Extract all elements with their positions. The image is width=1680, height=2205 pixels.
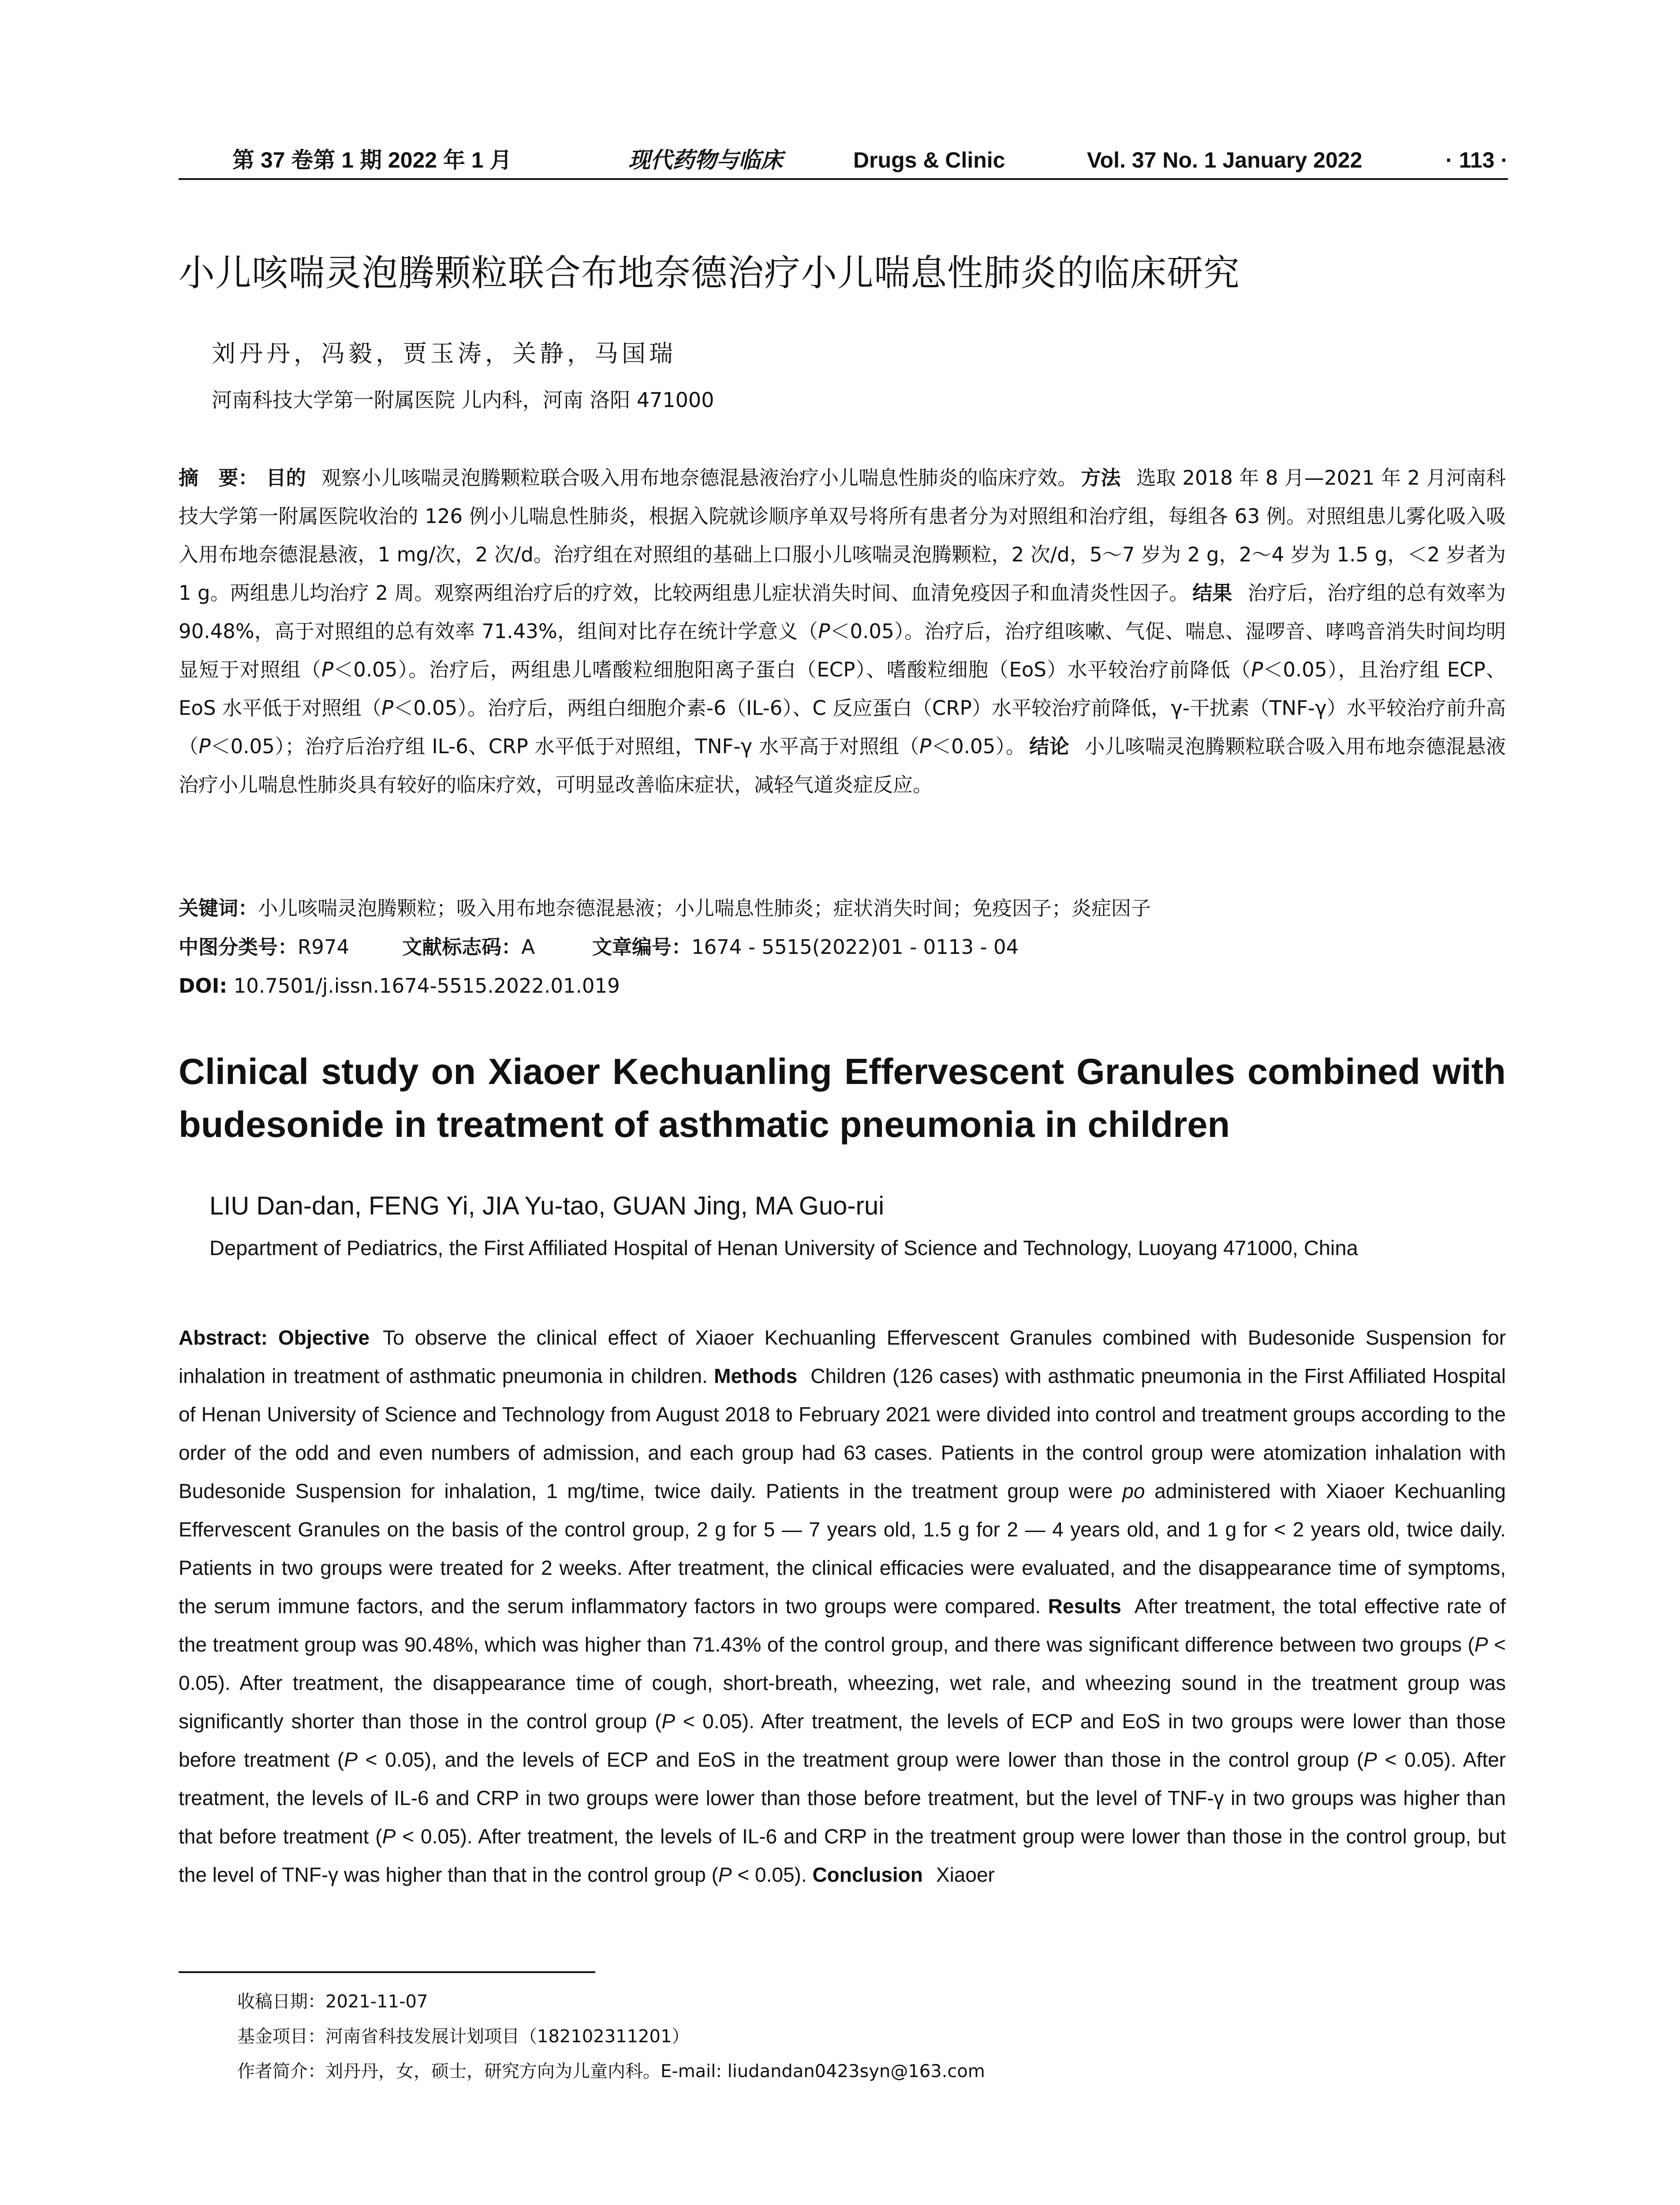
results-cn-text-7: ＜0.05）。 — [931, 735, 1026, 758]
p-value-symbol: P — [321, 658, 334, 681]
doc-code-label: 文献标志码： — [402, 935, 522, 959]
results-cn-text-1: 治疗后，治疗组的总有效率为 90.48%，高于对照组的总有效率 71.43%，组间对比存在统计学意义（ — [179, 581, 1506, 643]
clc-label: 中图分类号： — [179, 935, 298, 959]
results-en-text-7: < 0.05). — [732, 1863, 807, 1886]
p-value-symbol: P — [382, 1825, 396, 1848]
affiliation-en: Department of Pediatrics, the First Affiliated Hospital of Henan University of Science and Technology, Luoyang 471000, China — [209, 1236, 1358, 1259]
methods-en-text-1: Children (126 cases) with asthmatic pneumonia in the First Affiliated Hospital of Henan University of Science and Technology from August 2018 to February 2021 were divided into control and treatment groups according to the order of the odd and even numbers of admission, and each group had 63 cases. Patients in the control group were atomization inhalation with Budesonide Suspension for inhalation, 1 mg/time, twice daily. Patients in the treatment group were — [179, 1364, 1506, 1502]
objective-en-text: To observe the clinical effect of Xiaoer Kechuanling Effervescent Granules combined with Budesonide Suspension for inhalation in treatment of asthmatic pneumonia in children. — [179, 1326, 1506, 1387]
methods-cn-text: 选取 2018 年 8 月—2021 年 2 月河南科技大学第一附属医院收治的 126 例小儿喘息性肺炎，根据入院就诊顺序单双号将所有患者分为对照组和治疗组，每组各 63 例。对照组患儿雾化吸入吸入用布地奈德混悬液，1 mg/次，2 次/d。治疗组在对照组的基础上口服小儿咳喘灵泡腾颗粒，2 次/d，5～7 岁为 2 g，2～4 岁为 1.5 g，＜2 岁者为 1 g。两组患儿均治疗 2 周。观察两组治疗后的疗效，比较两组患儿症状消失时间、血清免疫因子和血清炎性因子。 — [179, 466, 1506, 605]
abstract-en-label: Abstract: Objective — [179, 1326, 370, 1349]
footnote-author-bio: 作者简介：刘丹丹，女，硕士，研究方向为儿童内科。E-mail: liudandan0423syn@163.com — [237, 2061, 985, 2082]
keywords-cn-text: 小儿咳喘灵泡腾颗粒；吸入用布地奈德混悬液；小儿喘息性肺炎；症状消失时间；免疫因子；炎症因子 — [258, 897, 1151, 920]
p-value-symbol: P — [1474, 1633, 1488, 1656]
header-issue-cn: 第 37 卷第 1 期 2022 年 1 月 — [232, 148, 512, 172]
affiliation-cn: 河南科技大学第一附属医院 儿内科，河南 洛阳 471000 — [212, 388, 714, 412]
methods-en-text-2: administered with Xiaoer Kechuanling Effervescent Granules on the basis of the control group, 2 g for 5 — 7 years old, 1.5 g for 2 — 4 years old, and 1 g for < 2 years old, twice daily. Patients in two groups were treated for 2 weeks. After treatment, the clinical efficacies were evaluated, and the disappearance time of symptoms, the serum immune factors, and the serum inflammatory factors in two groups were compared. — [179, 1480, 1506, 1618]
results-en-text-4: < 0.05), and the levels of ECP and EoS in the treatment group were lower than those in the control group ( — [358, 1748, 1364, 1771]
p-value-symbol: P — [1251, 658, 1263, 681]
results-cn-text-3: ＜0.05）。治疗后，两组患儿嗜酸粒细胞阳离子蛋白（ECP）、嗜酸粒细胞（EoS）水平较治疗前降低（ — [333, 658, 1251, 681]
authors-cn: 刘丹丹，冯毅，贾玉涛，关静，马国瑞 — [212, 340, 676, 367]
footnote-divider — [179, 1971, 595, 1973]
keywords-cn — [179, 889, 1506, 928]
doc-code-value: A — [521, 935, 535, 959]
objective-cn-label: 目的 — [266, 466, 306, 490]
article-title-cn: 小儿咳喘灵泡腾颗粒联合布地奈德治疗小儿喘息性肺炎的临床研究 — [179, 252, 1240, 294]
abstract-cn — [179, 459, 1506, 804]
conclusion-en-text: Xiaoer — [936, 1863, 995, 1886]
results-en-text-1: After treatment, the total effective rate of the treatment group was 90.48%, which was higher than 71.43% of the control group, and there was significant difference between two groups ( — [179, 1595, 1506, 1656]
methods-en-label: Methods — [714, 1364, 798, 1387]
header-journal-en: Drugs & Clinic — [853, 148, 1005, 172]
doi-label: DOI: — [179, 974, 228, 998]
classification-line — [179, 928, 1506, 967]
p-value-symbol: P — [198, 735, 211, 758]
results-en-text-6: < 0.05). After treatment, the levels of IL-6 and CRP in the treatment group were lower than those in the control group, but the level of TNF-γ was higher than that in the control group ( — [179, 1825, 1506, 1886]
p-value-symbol: P — [344, 1748, 358, 1771]
article-title-en: Clinical study on Xiaoer Kechuanling Effervescent Granules combined with budesonide in treatment of asthmatic pneumonia in children — [179, 1051, 1506, 1145]
abstract-en — [179, 1319, 1506, 1894]
p-value-symbol: P — [818, 620, 830, 643]
authors-en: LIU Dan-dan, FENG Yi, JIA Yu-tao, GUAN Jing, MA Guo-rui — [209, 1192, 885, 1220]
header-journal-cn: 现代药物与临床 — [628, 147, 783, 173]
article-number-value: 1674 - 5515(2022)01 - 0113 - 04 — [691, 935, 1019, 959]
po-abbrev: po — [1122, 1480, 1145, 1502]
clc-value: R974 — [298, 935, 350, 959]
methods-cn-label: 方法 — [1081, 466, 1121, 490]
doi-line — [179, 967, 1506, 1005]
results-en-text-2: < 0.05). After treatment, the disappearance time of cough, short-breath, wheezing, wet rale, and wheezing sound in the treatment group was significantly shorter than those in the control group ( — [179, 1633, 1506, 1733]
doi-value: 10.7501/j.issn.1674-5515.2022.01.019 — [227, 974, 620, 998]
abstract-cn-label: 摘 要： — [179, 466, 258, 490]
header-volume-en: Vol. 37 No. 1 January 2022 — [1087, 148, 1363, 172]
objective-cn-text: 观察小儿咳喘灵泡腾颗粒联合吸入用布地奈德混悬液治疗小儿喘息性肺炎的临床疗效。 — [321, 466, 1078, 490]
p-value-symbol: P — [919, 735, 932, 758]
results-cn-text-2: ＜0.05）。治疗后，治疗组咳嗽、气促、喘息、湿啰音、哮鸣音消失时间均明显短于对照组（ — [179, 620, 1506, 681]
footnote-received-date: 收稿日期：2021-11-07 — [237, 1992, 428, 2012]
results-en-label: Results — [1048, 1595, 1121, 1618]
conclusion-cn-text: 小儿咳喘灵泡腾颗粒联合吸入用布地奈德混悬液治疗小儿喘息性肺炎具有较好的临床疗效，可明显改善临床症状，减轻气道炎症反应。 — [179, 735, 1506, 796]
p-value-symbol: P — [661, 1710, 675, 1733]
p-value-symbol: P — [718, 1863, 732, 1886]
results-en-text-3: < 0.05). After treatment, the levels of ECP and EoS in two groups were lower than those before treatment ( — [179, 1710, 1506, 1771]
results-cn-text-6: ＜0.05）；治疗后治疗组 IL-6、CRP 水平低于对照组，TNF-γ 水平高于对照组（ — [210, 735, 919, 758]
header-page-number: · 113 · — [1445, 148, 1508, 172]
conclusion-cn-label: 结论 — [1029, 735, 1070, 758]
results-cn-text-5: ＜0.05）。治疗后，两组白细胞介素-6（IL-6）、C 反应蛋白（CRP）水平较治疗前降低，γ-干扰素（TNF-γ）水平较治疗前升高（ — [179, 696, 1506, 758]
article-metadata — [179, 889, 1506, 1005]
keywords-cn-label: 关键词： — [179, 897, 258, 920]
running-header — [179, 141, 1508, 180]
p-value-symbol: P — [1363, 1748, 1377, 1771]
results-cn-text-4: ＜0.05），且治疗组 ECP、EoS 水平低于对照组（ — [179, 658, 1506, 720]
footnote-funding: 基金项目：河南省科技发展计划项目（182102311201） — [237, 2026, 690, 2047]
conclusion-en-label: Conclusion — [812, 1863, 923, 1886]
p-value-symbol: P — [381, 696, 394, 720]
footnotes — [237, 1984, 985, 2089]
results-cn-label: 结果 — [1192, 581, 1232, 605]
results-en-text-5: < 0.05). After treatment, the levels of IL-6 and CRP in two groups were lower than those before treatment, but the level of TNF-γ in two groups was higher than that before treatment ( — [179, 1748, 1506, 1848]
article-number-label: 文章编号： — [592, 935, 692, 959]
